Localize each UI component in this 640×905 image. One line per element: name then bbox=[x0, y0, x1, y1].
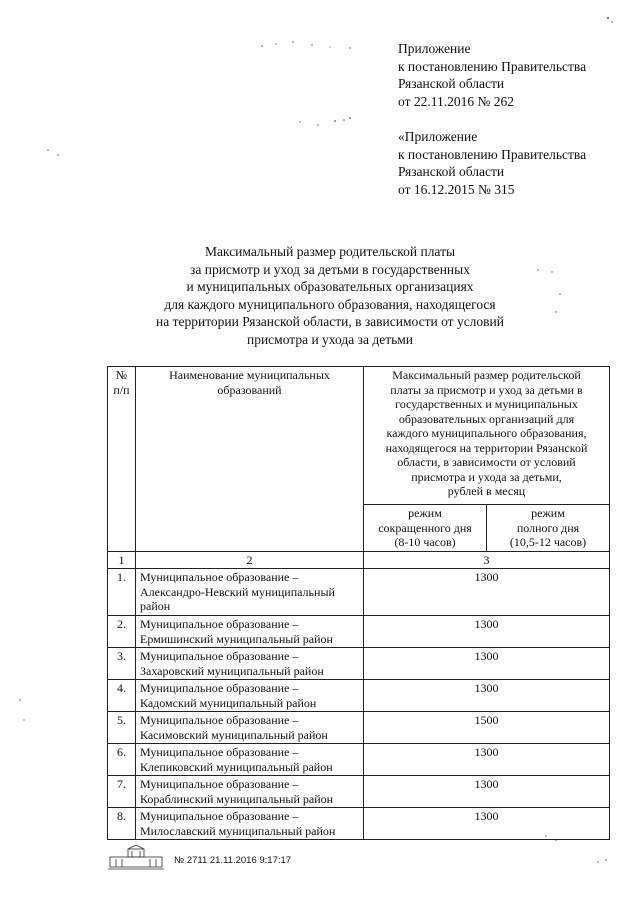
header-fee-line: Максимальный размер родительской bbox=[392, 368, 581, 382]
header-name-line: Наименование муниципальных bbox=[169, 368, 330, 382]
row-num: 2. bbox=[108, 616, 136, 648]
row-num: 4. bbox=[108, 680, 136, 712]
row-name bbox=[136, 776, 364, 808]
row-value: 1300 bbox=[364, 616, 610, 648]
row-name-line: Муниципальное образование – bbox=[140, 745, 299, 759]
title-line: за присмотр и уход за детьми в государственных bbox=[190, 261, 470, 277]
subheader-full-day bbox=[487, 505, 610, 552]
table-row bbox=[108, 776, 610, 808]
appendix-header-current bbox=[398, 40, 586, 110]
header-line: Приложение bbox=[398, 41, 471, 56]
index-cell: 1 bbox=[108, 551, 136, 569]
table-row bbox=[108, 712, 610, 744]
subheader-line: полного дня bbox=[516, 520, 580, 535]
subheader-line: сокращенного дня bbox=[378, 520, 472, 535]
header-fee-line: рублей в месяц bbox=[447, 484, 526, 498]
row-name-line: Муниципальное образование – bbox=[140, 777, 299, 791]
row-name-line: Муниципальное образование – bbox=[140, 713, 299, 727]
header-fee-line: каждого муниципального образования, bbox=[386, 426, 587, 440]
header-line: от 16.12.2015 № 315 bbox=[398, 181, 515, 197]
row-num: 7. bbox=[108, 776, 136, 808]
row-name-line: Муниципальное образование – bbox=[140, 649, 299, 663]
subheader-line: (8-10 часов) bbox=[394, 535, 456, 549]
row-name bbox=[136, 616, 364, 648]
row-name-line: Муниципальное образование – bbox=[140, 681, 299, 695]
header-fee-line: присмотра и ухода за детьми, bbox=[411, 469, 562, 484]
row-name-line: район bbox=[140, 599, 171, 613]
row-num: 8. bbox=[108, 808, 136, 840]
row-name bbox=[136, 680, 364, 712]
document-title bbox=[130, 243, 530, 348]
header-name-line: образований bbox=[217, 382, 282, 397]
header-line: к постановлению Правительства bbox=[398, 146, 587, 162]
header-line: Рязанской области bbox=[398, 164, 505, 179]
row-name-line: Александро-Невский муниципальный bbox=[140, 584, 335, 599]
row-name-line: Муниципальное образование – bbox=[140, 809, 299, 823]
row-name-line: Муниципальное образование – bbox=[140, 570, 299, 584]
building-logo-icon bbox=[106, 845, 166, 871]
header-fee bbox=[364, 367, 610, 505]
row-name bbox=[136, 808, 364, 840]
row-name-line: Кораблинский муниципальный район bbox=[140, 791, 334, 806]
row-name-line: Милославский муниципальный район bbox=[140, 823, 336, 838]
row-value: 1300 bbox=[364, 680, 610, 712]
title-line: Максимальный размер родительской платы bbox=[204, 244, 456, 259]
row-name bbox=[136, 569, 364, 616]
title-line: присмотра и ухода за детьми bbox=[246, 331, 414, 347]
table-row bbox=[108, 808, 610, 840]
subheader-short-day bbox=[364, 505, 487, 552]
header-num bbox=[108, 367, 136, 552]
row-name bbox=[136, 648, 364, 680]
header-num-line: № bbox=[115, 368, 128, 382]
row-name-line: Кадомский муниципальный район bbox=[140, 695, 317, 710]
table-row bbox=[108, 569, 610, 616]
title-line: для каждого муниципального образования, находящегося bbox=[164, 296, 496, 312]
row-value: 1500 bbox=[364, 712, 610, 744]
table-row bbox=[108, 744, 610, 776]
title-line: и муниципальных образовательных организациях bbox=[186, 279, 474, 294]
row-name-line: Муниципальное образование – bbox=[140, 617, 299, 631]
registration-stamp bbox=[106, 845, 356, 871]
header-name bbox=[136, 367, 364, 552]
row-num: 5. bbox=[108, 712, 136, 744]
header-line: к постановлению Правительства bbox=[398, 58, 587, 74]
row-name bbox=[136, 744, 364, 776]
header-line: «Приложение bbox=[398, 129, 478, 144]
row-value: 1300 bbox=[364, 648, 610, 680]
row-num: 1. bbox=[108, 569, 136, 616]
header-fee-line: находящегося на территории Рязанской bbox=[385, 440, 588, 455]
subheader-line: (10,5-12 часов) bbox=[509, 535, 587, 549]
table-row bbox=[108, 680, 610, 712]
table-header-row bbox=[108, 367, 610, 505]
subheader-line: режим bbox=[531, 506, 565, 520]
appendix-header-previous bbox=[398, 128, 586, 198]
row-value: 1300 bbox=[364, 776, 610, 808]
index-cell: 3 bbox=[364, 551, 610, 569]
header-num-line: п/п bbox=[113, 382, 130, 397]
index-cell: 2 bbox=[136, 551, 364, 569]
header-fee-line: области, в зависимости от условий bbox=[397, 455, 576, 469]
row-name bbox=[136, 712, 364, 744]
header-fee-line: платы за присмотр и уход за детьми в bbox=[390, 382, 583, 397]
row-value: 1300 bbox=[364, 808, 610, 840]
row-value: 1300 bbox=[364, 569, 610, 616]
row-value: 1300 bbox=[364, 744, 610, 776]
row-name-line: Захаровский муниципальный район bbox=[140, 663, 324, 678]
header-line: от 22.11.2016 № 262 bbox=[398, 93, 514, 109]
table-row bbox=[108, 616, 610, 648]
header-fee-line: государственных и муниципальных bbox=[395, 397, 578, 411]
row-name-line: Клепиковский муниципальный район bbox=[140, 759, 333, 774]
header-fee-line: образовательных организаций для bbox=[398, 411, 575, 426]
table-index-row bbox=[108, 551, 610, 569]
title-line: на территории Рязанской области, в зависимости от условий bbox=[155, 314, 504, 329]
row-name-line: Ермишинский муниципальный район bbox=[140, 631, 333, 646]
row-name-line: Касимовский муниципальный район bbox=[140, 727, 328, 742]
subheader-line: режим bbox=[408, 506, 442, 520]
row-num: 6. bbox=[108, 744, 136, 776]
row-num: 3. bbox=[108, 648, 136, 680]
table-row bbox=[108, 648, 610, 680]
fee-table bbox=[107, 366, 610, 840]
header-line: Рязанской области bbox=[398, 76, 505, 91]
stamp-text: № 2711 21.11.2016 9:17:17 bbox=[174, 855, 292, 866]
